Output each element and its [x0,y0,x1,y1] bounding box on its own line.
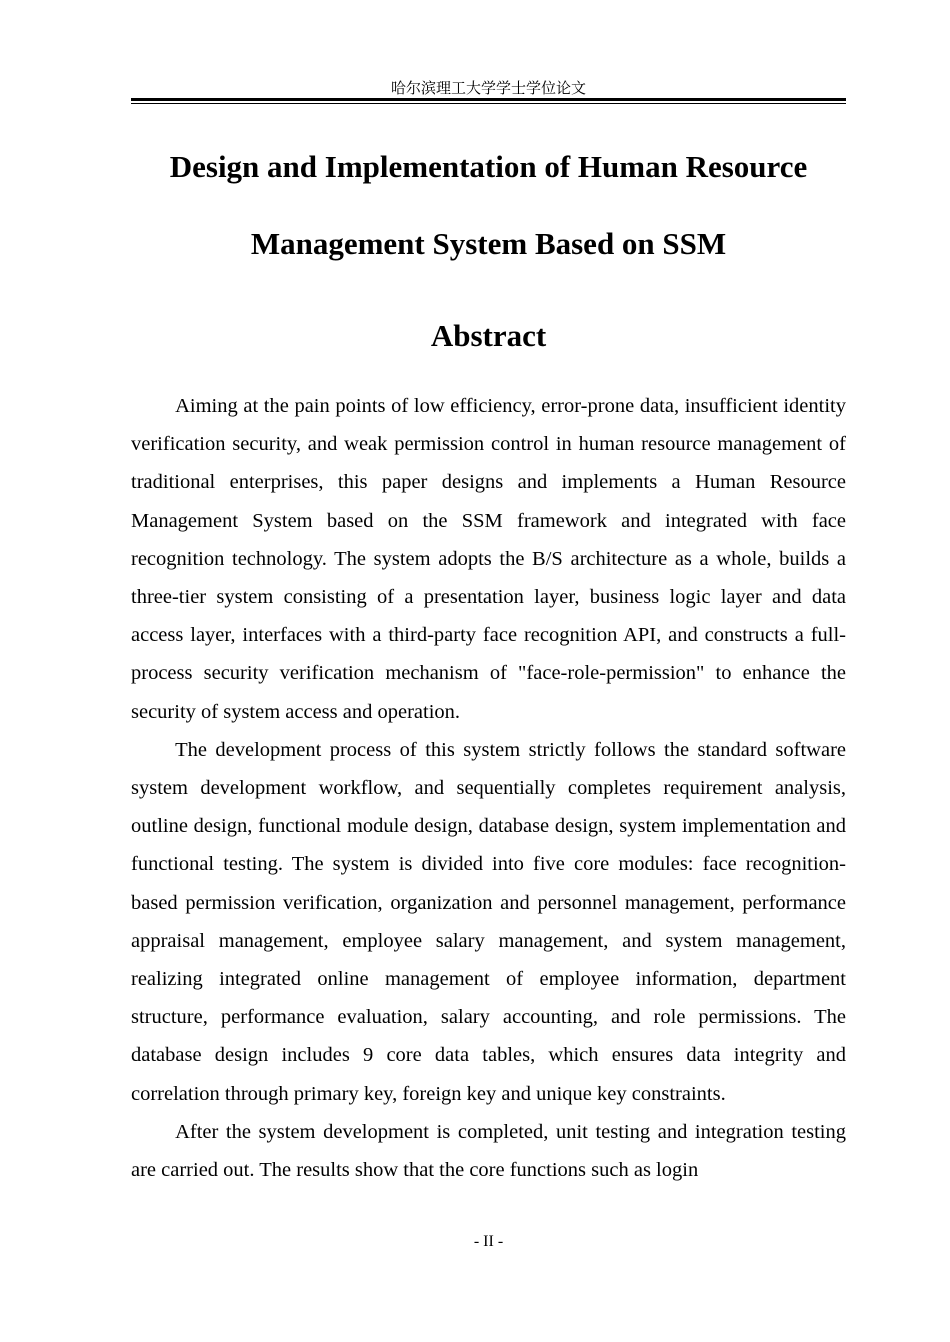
thesis-title: Design and Implementation of Human Resource Management System Based on SSM [169,149,808,261]
page-number: - II - [473,1233,504,1250]
header-double-rule [131,98,846,106]
header-rule-thick [131,98,846,101]
abstract-body [131,387,846,1225]
header-rule-thin [131,103,846,104]
abstract-heading: Abstract [430,318,547,353]
abstract-paragraph-2: The development process of this system strictly follows the standard software system development workflow, and sequentially completes requirement analysis, outline design, functional module design, database design, system implementation and functional testing. The system is divided into five core modules: face recognition-based permission verification, organization and personnel management, performance appraisal management, employee salary management, and system management, realizing integrated online management of employee information, department structure, performance evaluation, salary accounting, and role permissions. The database design includes 9 core data tables, which ensures data integrity and correlation through primary key, foreign key and unique key constraints. [131,738,846,1105]
running-header: 哈尔滨理工大学学士学位论文 [390,79,586,97]
abstract-paragraph-3: After the system development is completed, unit testing and integration testing are carried out. The results show that the core functions such as login [131,1120,846,1182]
abstract-paragraph-1: Aiming at the pain points of low efficiency, error-prone data, insufficient identity verification security, and weak permission control in human resource management of traditional enterprises, this paper designs and implements a Human Resource Management System based on the SSM framework and integrated with face recognition technology. The system adopts the B/S architecture as a whole, builds a three-tier system consisting of a presentation layer, business logic layer and data access layer, interfaces with a third-party face recognition API, and constructs a full-process security verification mechanism of "face-role-permission" to enhance the security of system access and operation. [131,395,846,723]
